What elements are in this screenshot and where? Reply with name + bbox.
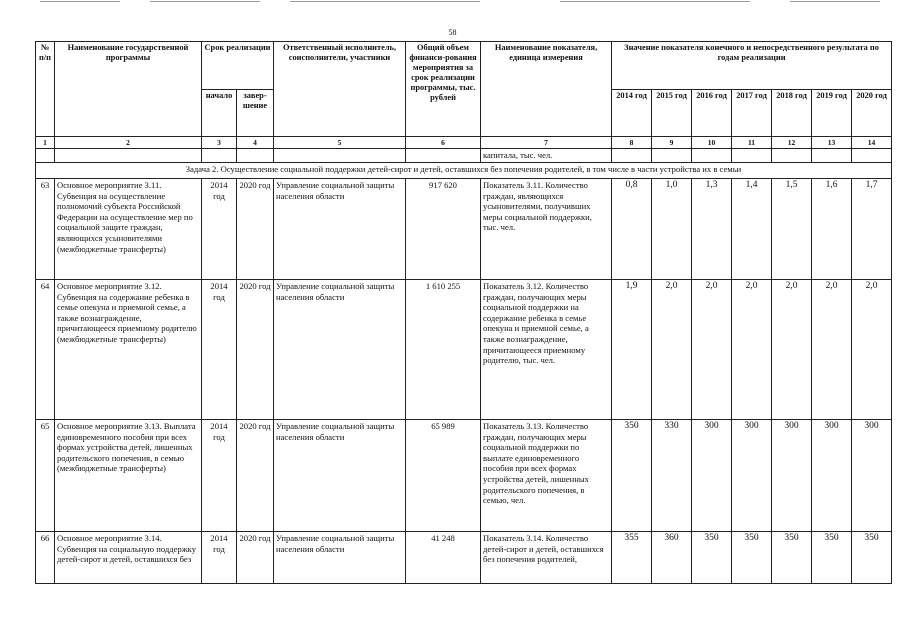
value-cell: 300: [772, 420, 812, 532]
col-number: 2: [55, 137, 202, 149]
header-program: Наименование государственной программы: [55, 42, 202, 137]
value-cell: 300: [812, 420, 852, 532]
value-cell: 350: [852, 532, 892, 584]
header-volume: Общий объем финанси-рования мероприятия за срок реализации программы, тыс. рублей: [406, 42, 481, 137]
indicator-cell: Показатель 3.11. Количество граждан, являющихся усыновителями, получивших меры социальной поддержки, тыс. чел.: [481, 179, 612, 280]
value-cell: 330: [652, 420, 692, 532]
continuation-text: капитала, тыс. чел.: [481, 149, 612, 163]
value-cell: 350: [612, 420, 652, 532]
volume-cell: 41 248: [406, 532, 481, 584]
value-cell: 350: [732, 532, 772, 584]
value-cell: 2,0: [852, 280, 892, 420]
row-number: 65: [36, 420, 55, 532]
header-start: начало: [202, 89, 237, 137]
task-title: Задача 2. Осуществление социальной поддержки детей-сирот и детей, оставшихся без попечения родителей, в том числе в части устройства их в семьи: [36, 163, 892, 179]
indicator-cell: Показатель 3.13. Количество граждан, получающих меры социальной поддержки по выплате единовременного пособия при всех формах устройства детей, лишенных родительского попечения, в семью, чел.: [481, 420, 612, 532]
value-cell: 2,0: [732, 280, 772, 420]
start-cell: 2014 год: [202, 179, 237, 280]
program-cell: Основное мероприятие 3.14. Субвенция на социальную поддержку детей-сирот и детей, оставшихся без: [55, 532, 202, 584]
end-cell: 2020 год: [237, 280, 274, 420]
volume-cell: 917 620: [406, 179, 481, 280]
value-cell: 350: [692, 532, 732, 584]
table-row: [36, 420, 892, 532]
value-cell: 2,0: [812, 280, 852, 420]
header-year-2014: 2014 год: [612, 89, 652, 137]
row-number: 64: [36, 280, 55, 420]
col-number: 14: [852, 137, 892, 149]
value-cell: 350: [772, 532, 812, 584]
header-year-2019: 2019 год: [812, 89, 852, 137]
value-cell: 360: [652, 532, 692, 584]
value-cell: 0,8: [612, 179, 652, 280]
executor-cell: Управление социальной защиты населения области: [274, 179, 406, 280]
value-cell: 1,9: [612, 280, 652, 420]
col-number: 8: [612, 137, 652, 149]
header-year-2015: 2015 год: [652, 89, 692, 137]
indicator-cell: Показатель 3.14. Количество детей-сирот и детей, оставшихся без попечения родителей,: [481, 532, 612, 584]
value-cell: 2,0: [652, 280, 692, 420]
column-number-row: [36, 137, 892, 149]
executor-cell: Управление социальной защиты населения области: [274, 280, 406, 420]
start-cell: 2014 год: [202, 420, 237, 532]
col-number: 3: [202, 137, 237, 149]
header-row-1: [36, 42, 892, 90]
row-number: 66: [36, 532, 55, 584]
row-number: 63: [36, 179, 55, 280]
program-cell: Основное мероприятие 3.11. Субвенция на осуществление полномочий субъекта Российской Федерации на осуществление мер по социальной защите граждан, являющихся усыновителями (межбюджетные трансферты): [55, 179, 202, 280]
value-cell: 1,3: [692, 179, 732, 280]
col-number: 7: [481, 137, 612, 149]
start-cell: 2014 год: [202, 280, 237, 420]
executor-cell: Управление социальной защиты населения области: [274, 420, 406, 532]
header-year-2018: 2018 год: [772, 89, 812, 137]
continuation-row: [36, 149, 892, 163]
start-cell: 2014 год: [202, 532, 237, 584]
top-scan-rule: [0, 0, 905, 5]
col-number: 5: [274, 137, 406, 149]
volume-cell: 1 610 255: [406, 280, 481, 420]
col-number: 13: [812, 137, 852, 149]
col-number: 1: [36, 137, 55, 149]
page-number: 58: [448, 28, 457, 37]
col-number: 9: [652, 137, 692, 149]
header-values-group: Значение показателя конечного и непосредственного результата по годам реализации: [612, 42, 892, 90]
value-cell: 300: [732, 420, 772, 532]
header-num: № п/п: [36, 42, 55, 137]
executor-cell: Управление социальной защиты населения области: [274, 532, 406, 584]
volume-cell: 65 989: [406, 420, 481, 532]
program-table: [35, 41, 892, 584]
program-cell: Основное мероприятие 3.12. Субвенция на содержание ребенка в семье опекуна и приемной семье, а также вознаграждение, причитающееся приемному родителю (межбюджетные трансферты): [55, 280, 202, 420]
end-cell: 2020 год: [237, 179, 274, 280]
task-row: [36, 163, 892, 179]
value-cell: 1,0: [652, 179, 692, 280]
end-cell: 2020 год: [237, 420, 274, 532]
value-cell: 1,5: [772, 179, 812, 280]
value-cell: 1,6: [812, 179, 852, 280]
col-number: 6: [406, 137, 481, 149]
col-number: 12: [772, 137, 812, 149]
header-executor: Ответственный исполнитель, соисполнители, участники: [274, 42, 406, 137]
header-year-2020: 2020 год: [852, 89, 892, 137]
value-cell: 1,4: [732, 179, 772, 280]
header-term: Срок реализации: [202, 42, 274, 90]
value-cell: 355: [612, 532, 652, 584]
value-cell: 300: [852, 420, 892, 532]
value-cell: 300: [692, 420, 732, 532]
header-year-2017: 2017 год: [732, 89, 772, 137]
value-cell: 2,0: [772, 280, 812, 420]
table-row: [36, 532, 892, 584]
col-number: 11: [732, 137, 772, 149]
program-cell: Основное мероприятие 3.13. Выплата единовременного пособия при всех формах устройства детей, лишенных родительского попечения, в семью (межбюджетные трансферты): [55, 420, 202, 532]
end-cell: 2020 год: [237, 532, 274, 584]
header-year-2016: 2016 год: [692, 89, 732, 137]
value-cell: 2,0: [692, 280, 732, 420]
table-row: [36, 280, 892, 420]
header-indicator: Наименование показателя, единица измерения: [481, 42, 612, 137]
table-row: [36, 179, 892, 280]
header-end: завер-шение: [237, 89, 274, 137]
col-number: 4: [237, 137, 274, 149]
value-cell: 350: [812, 532, 852, 584]
col-number: 10: [692, 137, 732, 149]
indicator-cell: Показатель 3.12. Количество граждан, получающих меры социальной поддержки на содержание ребенка в семье опекуна и приемной семье, а также вознаграждение, причитающееся приемному родителю, тыс. чел.: [481, 280, 612, 420]
value-cell: 1,7: [852, 179, 892, 280]
